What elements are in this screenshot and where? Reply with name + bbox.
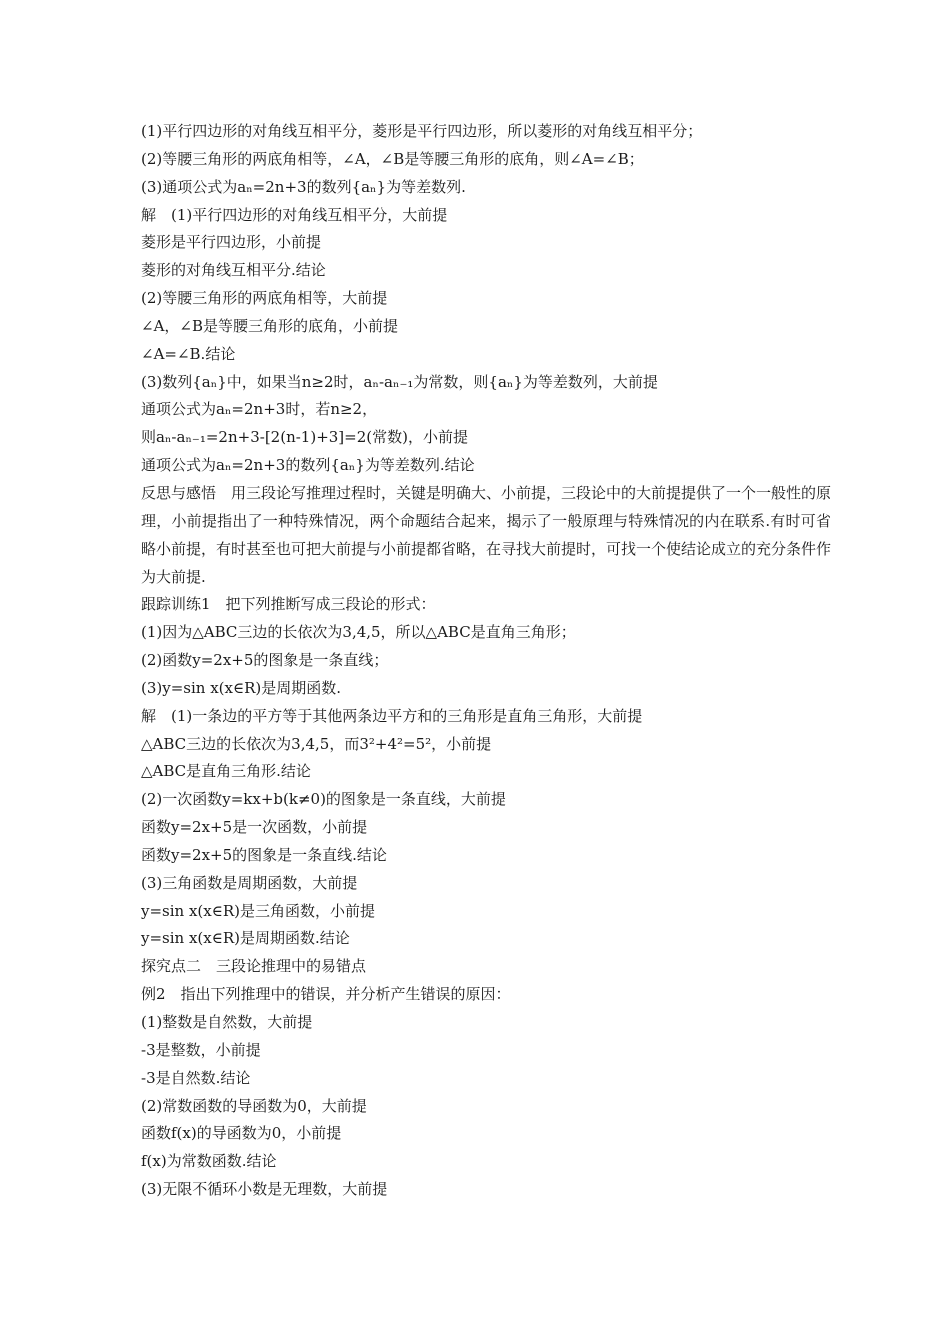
text-line: 函数y=2x+5是一次函数，小前提 (141, 818, 368, 837)
text-line: 通项公式为aₙ=2n+3的数列{aₙ}为等差数列.结论 (141, 456, 475, 475)
text-line: (1)因为△ABC三边的长依次为3,4,5，所以△ABC是直角三角形； (141, 623, 576, 642)
text-line: 跟踪训练1 把下列推断写成三段论的形式： (141, 595, 436, 614)
text-line: (2)一次函数y=kx+b(k≠0)的图象是一条直线，大前提 (141, 790, 506, 809)
text-line: -3是整数，小前提 (141, 1040, 261, 1059)
text-line: (3)无限不循环小数是无理数，大前提 (141, 1180, 388, 1199)
text-line: 菱形的对角线互相平分.结论 (141, 261, 326, 280)
text-block-syllogisms (141, 118, 831, 480)
text-line: 例2 指出下列推理中的错误，并分析产生错误的原因： (141, 985, 511, 1004)
text-block-exercises (141, 591, 831, 1204)
text-line: (1)平行四边形的对角线互相平分，菱形是平行四边形，所以菱形的对角线互相平分； (141, 122, 703, 140)
text-line: △ABC三边的长依次为3,4,5，而3²+4²=5²，小前提 (141, 734, 492, 753)
text-line: 解 (1)平行四边形的对角线互相平分，大前提 (141, 205, 448, 224)
document-page (141, 118, 831, 1204)
text-line: (2)函数y=2x+5的图象是一条直线； (141, 651, 389, 670)
text-line: 菱形是平行四边形，小前提 (141, 233, 322, 252)
text-line: 解 (1)一条边的平方等于其他两条边平方和的三角形是直角三角形，大前提 (141, 706, 643, 725)
text-line: ∠A，∠B是等腰三角形的底角，小前提 (141, 316, 398, 335)
text-line: 通项公式为aₙ=2n+3时，若n≥2， (141, 400, 378, 419)
text-line: (3)通项公式为aₙ=2n+3的数列{aₙ}为等差数列. (141, 177, 466, 196)
text-line: 函数y=2x+5的图象是一条直线.结论 (141, 845, 387, 864)
text-line: 函数f(x)的导函数为0，小前提 (141, 1124, 342, 1143)
text-line: 探究点二 三段论推理中的易错点 (141, 957, 367, 976)
text-line: ∠A=∠B.结论 (141, 344, 236, 363)
text-line: (2)常数函数的导函数为0，大前提 (141, 1096, 367, 1115)
reflection-paragraph: 反思与感悟 用三段论写推理过程时，关键是明确大、小前提，三段论中的大前提提供了一个一般性的原理，小前提指出了一种特殊情况，两个命题结合起来，揭示了一般原理与特殊情况的内在联系.有时可省略小前提，有时甚至也可把大前提与小前提都省略，在寻找大前提时，可找一个使结论成立的充分条件作为大前提. (141, 483, 832, 586)
text-line: △ABC是直角三角形.结论 (141, 762, 311, 781)
text-line: (3)y=sin x(x∈R)是周期函数. (141, 678, 342, 697)
text-line: (3)数列{aₙ}中，如果当n≥2时，aₙ-aₙ₋₁为常数，则{aₙ}为等差数列，大前提 (141, 372, 658, 391)
text-line: y=sin x(x∈R)是周期函数.结论 (141, 929, 350, 948)
text-line: y=sin x(x∈R)是三角函数，小前提 (141, 901, 375, 920)
text-line: -3是自然数.结论 (141, 1068, 251, 1087)
text-line: 则aₙ-aₙ₋₁=2n+3-[2(n-1)+3]=2(常数)，小前提 (141, 428, 468, 447)
text-line: (3)三角函数是周期函数，大前提 (141, 873, 358, 892)
text-line: f(x)为常数函数.结论 (141, 1152, 277, 1171)
text-line: (1)整数是自然数，大前提 (141, 1013, 313, 1031)
text-line: (2)等腰三角形的两底角相等，∠A，∠B是等腰三角形的底角，则∠A=∠B； (141, 149, 644, 168)
text-line: (2)等腰三角形的两底角相等，大前提 (141, 289, 388, 308)
